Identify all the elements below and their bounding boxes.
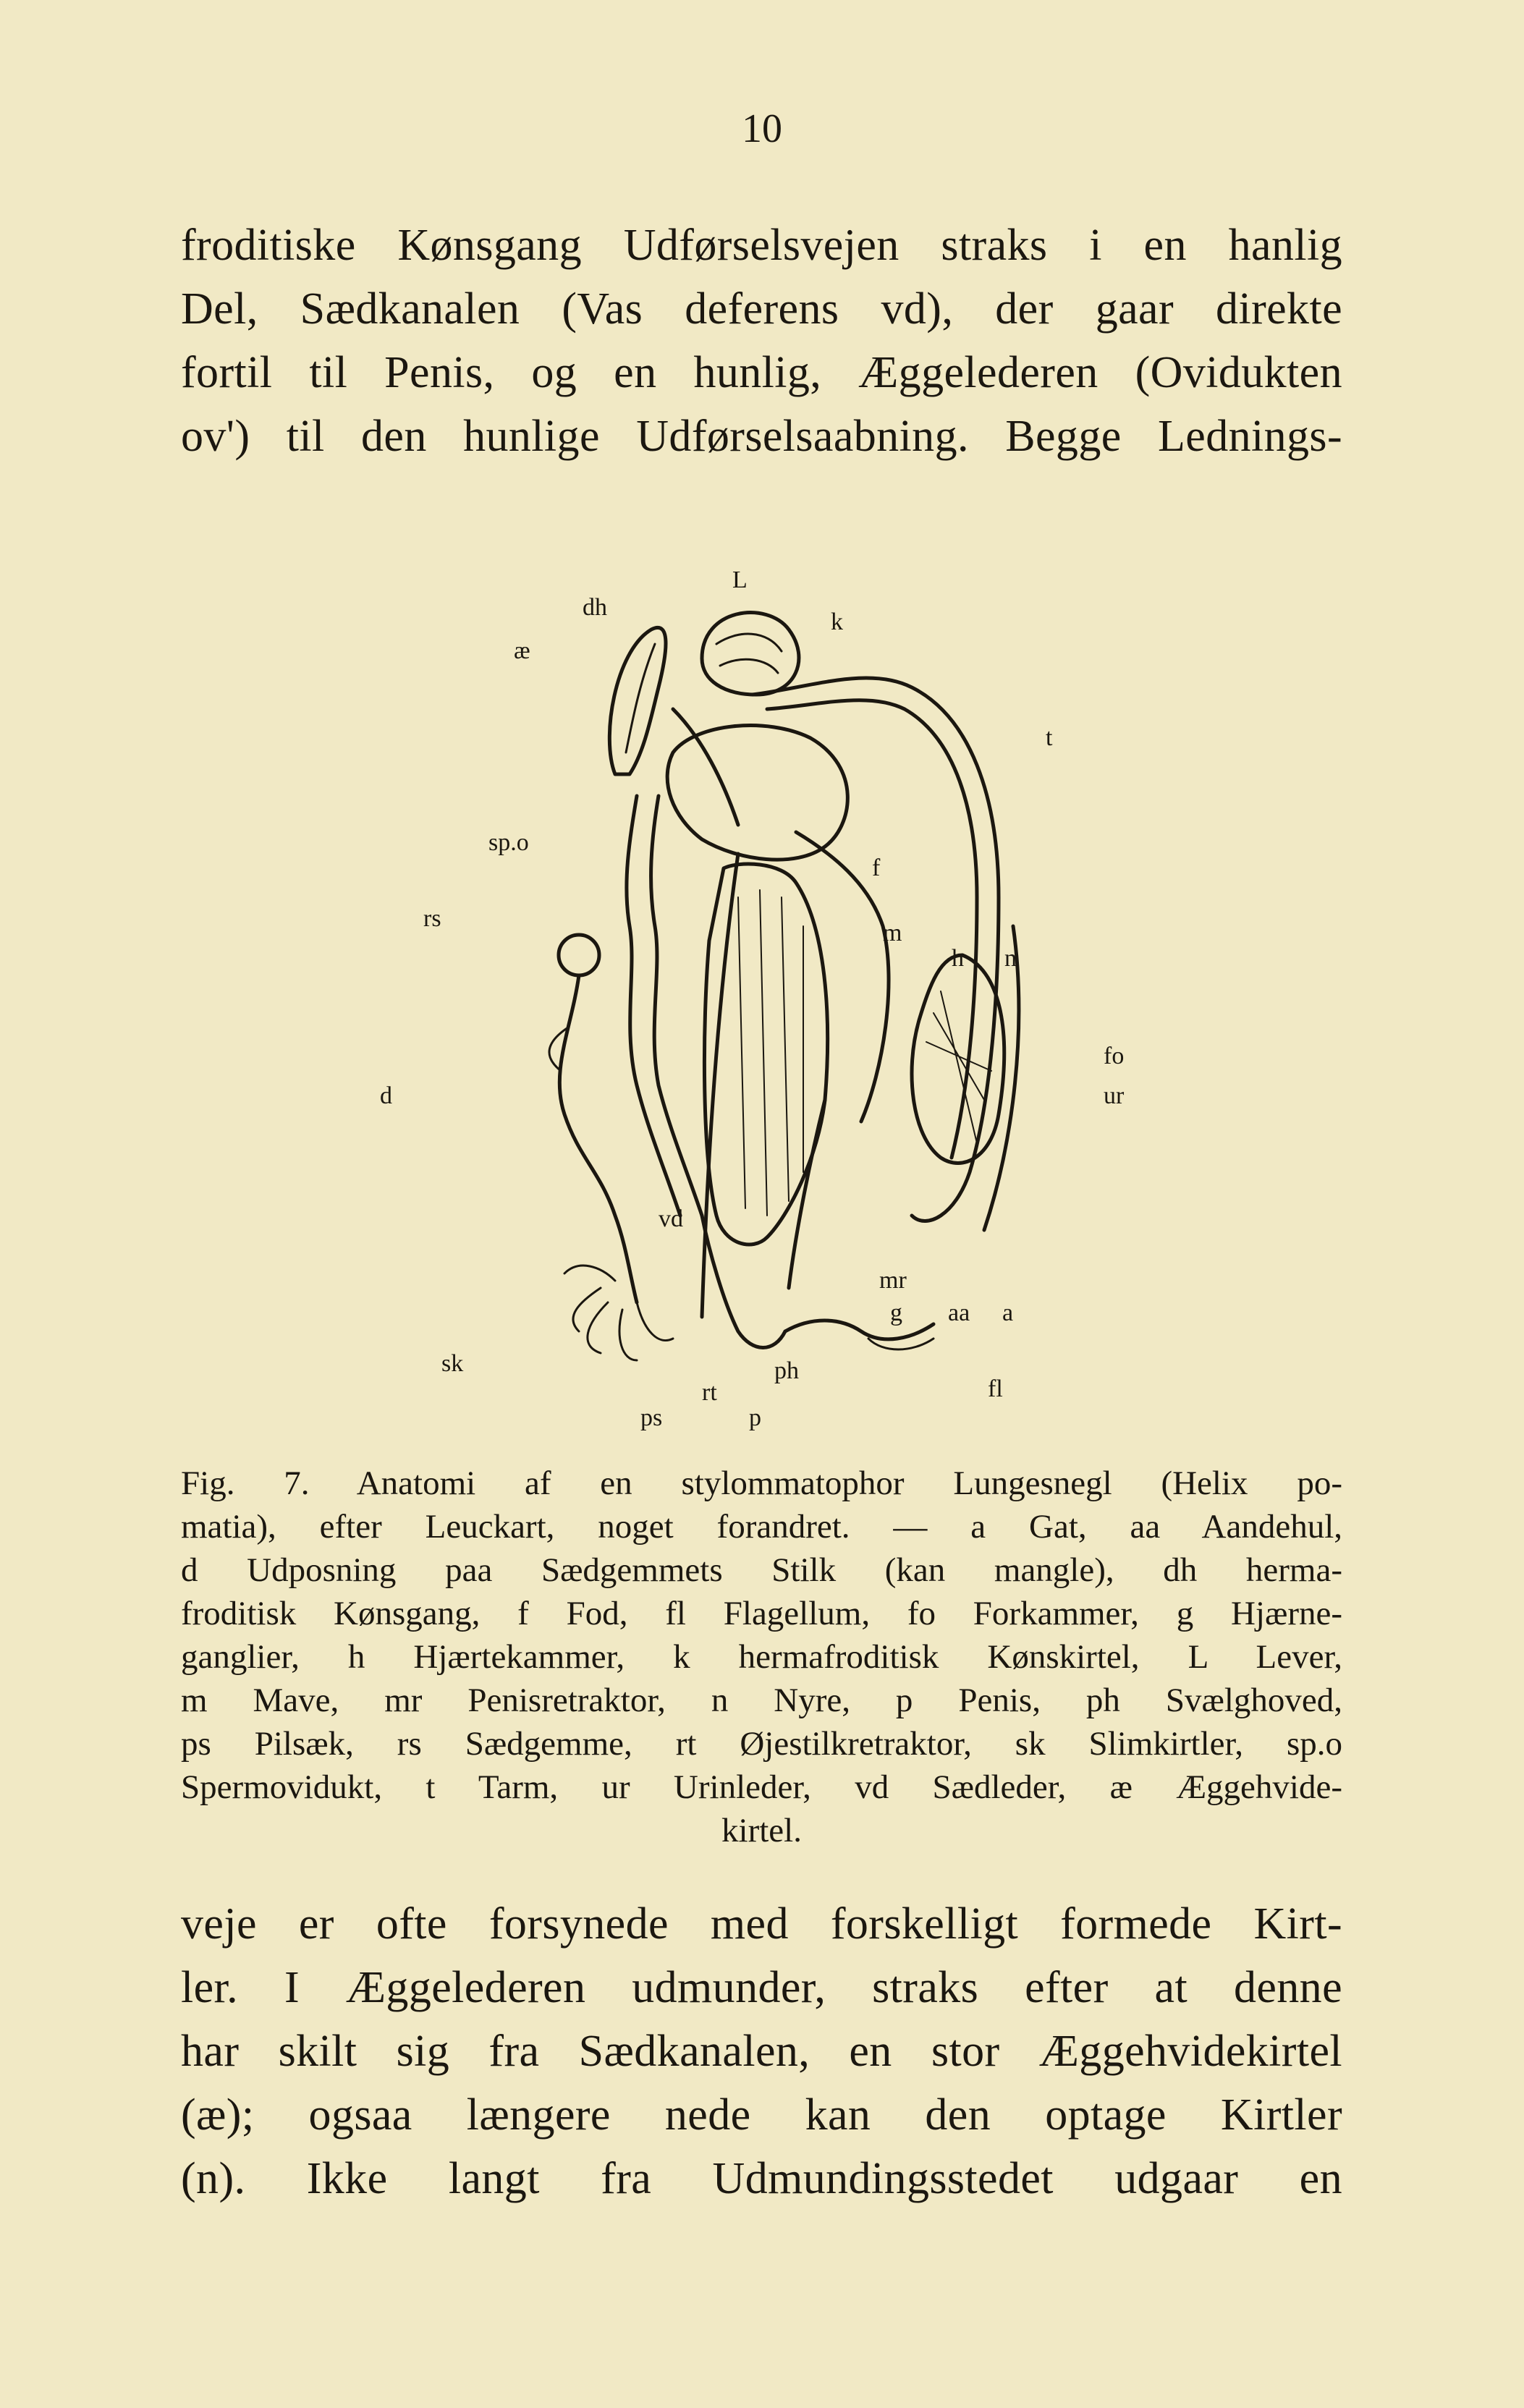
figure-label-g: g — [890, 1300, 902, 1326]
penis — [702, 1216, 785, 1348]
figure-label-ur: ur — [1104, 1082, 1125, 1109]
figure-label-h: h — [952, 945, 964, 972]
figure-label-p: p — [749, 1404, 761, 1431]
figure-label-fl: fl — [988, 1375, 1003, 1402]
figure-label-n: n — [1004, 945, 1017, 972]
spermatheca-duct — [559, 975, 637, 1302]
stomach — [667, 726, 847, 860]
figure-label-spo: sp.o — [488, 829, 529, 856]
figure-label-ps: ps — [640, 1404, 663, 1431]
snail-anatomy-illustration — [362, 521, 1194, 1454]
figure-label-a: a — [1002, 1300, 1014, 1326]
figure-label-ph: ph — [774, 1357, 799, 1384]
figure-label-t: t — [1046, 724, 1053, 751]
spermatheca — [559, 935, 599, 975]
liver-shape — [702, 613, 799, 695]
anatomy-figure — [362, 521, 1194, 1454]
figure-label-d: d — [380, 1082, 392, 1109]
bottom-paragraph — [181, 1892, 1342, 2210]
figure-label-m: m — [883, 920, 902, 946]
text-line: veje er ofte forsynede med forskelligt formede Kirt- — [181, 1899, 1342, 1949]
caption-line: Spermovidukt, t Tarm, ur Urinleder, vd Sædleder, æ Æggehvide- — [181, 1768, 1342, 1806]
text-line: (n). Ikke langt fra Udmundingsstedet udgaar en — [181, 2154, 1342, 2203]
figure-label-dh: dh — [583, 594, 607, 621]
caption-line: d Udposning paa Sædgemmets Stilk (kan mangle), dh herma- — [181, 1551, 1342, 1589]
caption-line: ps Pilsæk, rs Sædgemme, rt Øjestilkretraktor, sk Slimkirtler, sp.o — [181, 1725, 1342, 1763]
figure-label-k: k — [831, 609, 843, 635]
figure-label-f: f — [872, 855, 881, 881]
text-line: (æ); ogsaa længere nede kan den optage Kirtler — [181, 2090, 1342, 2140]
page-number: 10 — [742, 106, 782, 151]
top-paragraph — [181, 213, 1342, 468]
text-line: Del, Sædkanalen (Vas deferens vd), der gaar direkte — [181, 284, 1342, 334]
caption-line: froditisk Kønsgang, f Fod, fl Flagellum, fo Forkammer, g Hjærne- — [181, 1595, 1342, 1632]
text-line: ov') til den hunlige Udførselsaabning. Begge Lednings- — [181, 412, 1342, 461]
figure-label-rt: rt — [702, 1379, 717, 1406]
text-line: ler. I Æggelederen udmunder, straks efter at denne — [181, 1963, 1342, 2012]
figure-label-L: L — [732, 567, 748, 593]
text-line: froditiske Kønsgang Udførselsvejen straks i en hanlig — [181, 221, 1342, 270]
caption-line: matia), efter Leuckart, noget forandret. — a Gat, aa Aandehul, — [181, 1508, 1342, 1546]
text-line: fortil til Penis, og en hunlig, Æggelederen (Ovidukten — [181, 348, 1342, 397]
figure-label-vd: vd — [659, 1205, 683, 1232]
figure-label-rs: rs — [423, 905, 441, 932]
caption-line: kirtel. — [721, 1812, 802, 1849]
caption-line: Fig. 7. Anatomi af en stylommatophor Lungesnegl (Helix po- — [181, 1464, 1342, 1502]
flagellum — [785, 1320, 934, 1339]
figure-label-mr: mr — [879, 1267, 907, 1294]
figure-label-ae: æ — [514, 637, 530, 664]
figure-label-sk: sk — [441, 1350, 464, 1377]
figure-caption — [181, 1462, 1342, 1852]
figure-label-aa: aa — [948, 1300, 970, 1326]
caption-line: ganglier, h Hjærtekammer, k hermafroditisk Kønskirtel, L Lever, — [181, 1638, 1342, 1676]
caption-line: m Mave, mr Penisretraktor, n Nyre, p Penis, ph Svælghoved, — [181, 1682, 1342, 1719]
figure-label-fo: fo — [1104, 1043, 1125, 1069]
mucous-glands — [564, 1266, 673, 1360]
text-line: har skilt sig fra Sædkanalen, en stor Æggehvidekirtel — [181, 2027, 1342, 2076]
